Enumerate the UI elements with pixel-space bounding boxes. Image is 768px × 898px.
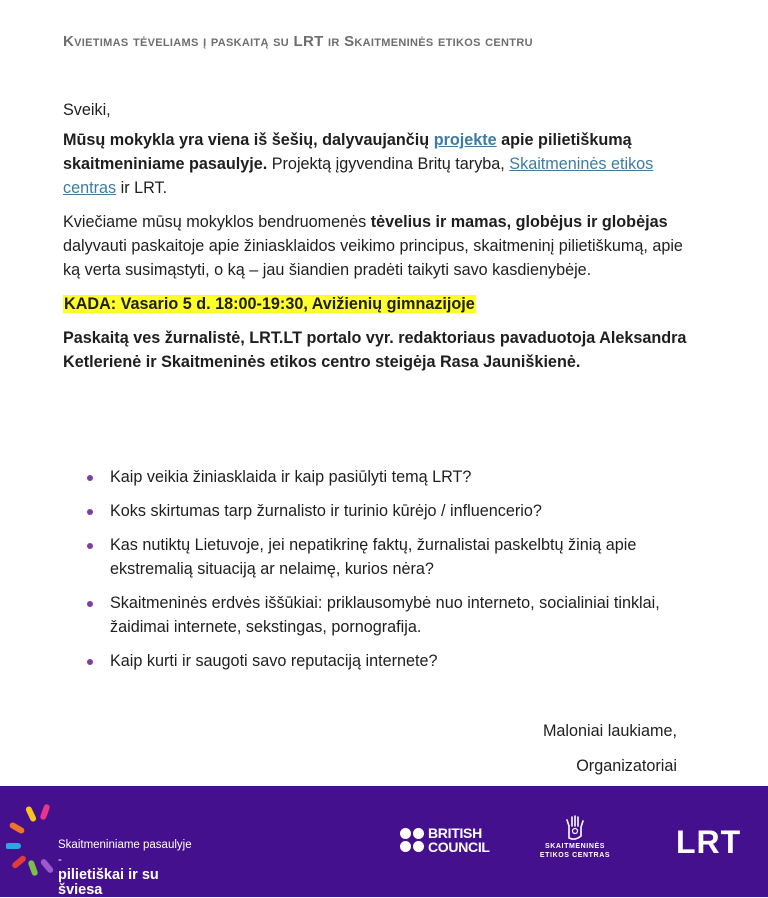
title-text: Kvietimas tėveliams į paskaitą su LRT ir Skaitmeninės etikos centru: [63, 33, 533, 50]
bc-line-1: BRITISH: [428, 825, 482, 841]
bullet-icon: [87, 601, 93, 607]
list-item-text: Koks skirtumas tarp žurnalisto ir turinio kūrėjo / influencerio?: [110, 502, 542, 520]
campaign-line-2: pilietiškai ir su šviesa: [58, 867, 159, 898]
bullet-icon: [87, 659, 93, 665]
intro-text-2: ir LRT.: [116, 179, 168, 197]
closing-greeting: Maloniai laukiame,: [542, 722, 677, 740]
list-item: [87, 499, 687, 523]
page-title: [63, 33, 533, 50]
event-time-highlight: KADA: Vasario 5 d. 18:00-19:30, Avižienių gimnazijoje: [64, 295, 475, 313]
campaign-line-1: Skaitmeniniame pasaulyje -: [58, 839, 192, 866]
sec-line-2: ETIKOS CENTRAS: [539, 852, 611, 859]
intro-text: Projektą įgyvendina Britų taryba,: [267, 155, 510, 173]
intro-bold: Mūsų mokykla yra viena iš šešių, dalyvaujančių: [63, 131, 430, 149]
list-item: [87, 591, 687, 639]
list-item-text: Kaip veikia žiniasklaida ir kaip pasiūlyti temą LRT?: [110, 468, 472, 486]
lrt-logo: LRT: [676, 824, 742, 860]
british-council-dots-icon: [400, 828, 426, 854]
list-item: [87, 649, 687, 673]
when-paragraph: [63, 292, 688, 316]
digital-ethics-link[interactable]: Skaitmeninės etikos centras: [63, 155, 654, 197]
footer-banner: [0, 786, 768, 897]
invitation-paragraph: [63, 210, 688, 282]
letter-body: [63, 98, 688, 384]
campaign-logo: [6, 802, 196, 898]
hand-icon: [563, 814, 587, 840]
list-item-text: Skaitmeninės erdvės iššūkiai: priklausomybė nuo interneto, socialiniai tinklai, žaidimai internete, sekstingas, pornografija.: [110, 594, 660, 636]
project-link[interactable]: projekte: [433, 131, 497, 149]
topics-list: [87, 465, 687, 683]
digital-ethics-centre-logo: [530, 814, 630, 874]
closing-signature: Organizatoriai: [576, 757, 677, 775]
speakers-paragraph: [63, 326, 688, 374]
invite-text: Kviečiame mūsų mokyklos bendruomenės: [63, 213, 371, 231]
list-item-text: Kas nutiktų Lietuvoje, jei nepatikrinę faktų, žurnalistai paskelbtų žinią apie ekstremalią situaciją ar nelaimę, kurios nėra?: [110, 536, 637, 578]
digital-ethics-centre-text: [530, 842, 620, 860]
sec-line-1: SKAITMENINĖS: [544, 843, 606, 850]
intro-bold-2: apie pilietiškumą skaitmeniniame pasaulyje.: [63, 131, 632, 173]
rays-icon: [6, 802, 66, 882]
invite-bold: tėvelius ir mamas, globėjus ir globėjas: [370, 213, 668, 231]
bullet-icon: [87, 509, 93, 515]
campaign-slogan: [58, 838, 196, 898]
bullet-icon: [87, 543, 93, 549]
intro-paragraph: [63, 128, 688, 200]
bc-line-2: COUNCIL: [428, 839, 490, 855]
list-item: [87, 533, 687, 581]
greeting: Sveiki,: [63, 101, 111, 119]
list-item: [87, 465, 687, 489]
speakers-text: Paskaitą ves žurnalistė, LRT.LT portalo vyr. redaktoriaus pavaduotoja Aleksandra Ketlerienė ir Skaitmeninės etikos centro steigėja Rasa Jauniškienė.: [63, 329, 687, 371]
list-item-text: Kaip kurti ir saugoti savo reputaciją internete?: [110, 652, 438, 670]
british-council-text: [428, 826, 490, 854]
invite-text-2: dalyvauti paskaitoje apie žiniasklaidos veikimo principus, skaitmeninį pilietiškumą, apie ką verta susimąstyti, o ką – jau šiandien pradėti taikyti savo kasdienybėje.: [63, 237, 683, 279]
british-council-logo: [400, 826, 500, 858]
bullet-icon: [87, 475, 93, 481]
